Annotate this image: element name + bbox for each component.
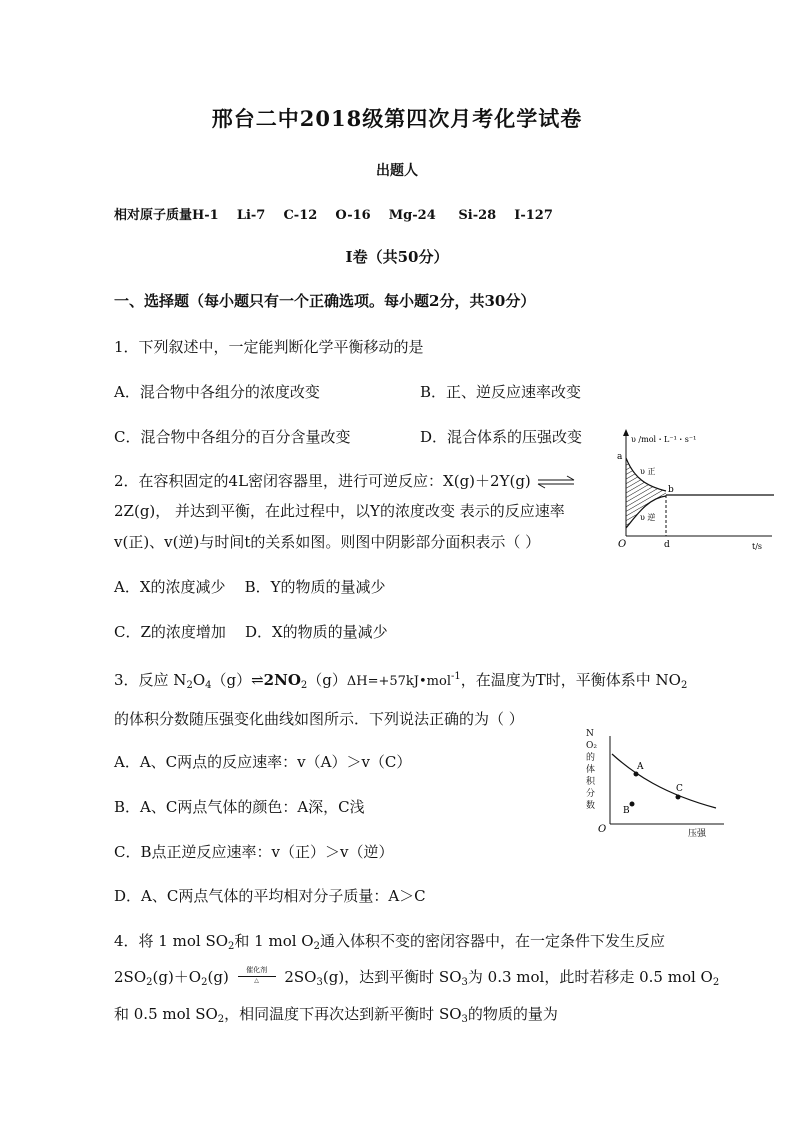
q4-s7: 2 <box>712 977 720 988</box>
q3-sub-no2: 2 <box>300 680 308 691</box>
q3-text-6: ，在温度为T时，平衡体系中 NO <box>460 671 681 689</box>
q4-line1 <box>114 930 665 951</box>
q4-s2: 2 <box>313 941 320 952</box>
q4-s4: 2 <box>201 977 208 988</box>
q3-line1 <box>114 669 687 690</box>
graph3-point-a: A <box>637 762 644 772</box>
q3-sub-o4: 4 <box>205 680 212 691</box>
graph3-ylabel-wrap <box>586 728 602 812</box>
graph3-ylabel: NO₂的体积分数 <box>586 729 597 811</box>
q3-sub-no2b: 2 <box>680 680 688 691</box>
q4-t6: (g) <box>207 968 229 986</box>
q4-t11: ，相同温度下再次达到新平衡时 SO <box>224 1005 462 1023</box>
q4-s3: 2 <box>146 977 153 988</box>
q4-s6: 3 <box>461 977 468 988</box>
q3-text-3: （g）⇌ <box>211 671 264 689</box>
graph-v-reverse: υ 逆 <box>640 513 656 522</box>
rate-time-graph <box>610 428 780 556</box>
q1-option-a: A．混合物中各组分的浓度改变 <box>114 383 320 401</box>
q4-s1: 2 <box>228 941 235 952</box>
q4-line3 <box>114 1003 558 1024</box>
volume-heading: Ⅰ卷（共50分） <box>345 248 449 266</box>
q3-enthalpy: ΔH=+57kJ•mol <box>346 674 451 689</box>
q4-t3: 通入体积不变的密闭容器中，在一定条件下发生反应 <box>319 932 665 950</box>
q4-t10: 和 0.5 mol SO <box>114 1005 218 1023</box>
atomic-masses-text: 相对原子质量H-1 Li-7 C-12 O-16 Mg-24 Si-28 I-127 <box>114 208 553 223</box>
q2-line1 <box>114 470 576 491</box>
equilibrium-arrow-icon <box>536 475 576 489</box>
graph-ylabel: υ /mol・L⁻¹・s⁻¹ <box>631 435 697 444</box>
graph3-origin: O <box>598 824 607 835</box>
q4-s8: 2 <box>217 1014 225 1025</box>
graph3-point-b: B <box>623 806 630 816</box>
y-axis-arrow-icon <box>623 429 629 436</box>
q3-text-2: O <box>192 671 206 689</box>
no2-fraction-graph <box>584 724 734 842</box>
heat-label: △ <box>254 977 259 984</box>
atomic-masses <box>114 204 553 223</box>
q4-line2 <box>114 966 719 987</box>
q2-options-cd: C．Z的浓度增加 D．X的物质的量减少 <box>114 623 388 641</box>
q4-t4: 2SO <box>114 968 147 986</box>
q4-t2: 和 1 mol O <box>234 932 314 950</box>
q4-s9: 3 <box>461 1014 468 1025</box>
exam-title: 邢台二中2018级第四次月考化学试卷 <box>211 106 583 131</box>
catalyst-label: 催化剂 <box>246 966 268 974</box>
q4-s5: 3 <box>316 977 323 988</box>
q1-stem: 1．下列叙述中，一定能判断化学平衡移动的是 <box>114 338 424 356</box>
q3-option-d: D．A、C两点气体的平均相对分子质量：A＞C <box>114 887 426 905</box>
q4-t9: 为 0.3 mol，此时若移走 0.5 mol O <box>467 968 713 986</box>
q3-sub-n2: 2 <box>186 680 193 691</box>
q2-line2: 2Z(g)， 并达到平衡，在此过程中，以Y的浓度改变 表示的反应速率 <box>114 502 565 520</box>
graph-label-a: a <box>617 452 623 462</box>
graph3-xlabel: 压强 <box>688 829 707 839</box>
q1-option-c: C．混合物中各组分的百分含量改变 <box>114 428 351 446</box>
graph-xlabel: t/s <box>752 542 763 551</box>
graph-label-b: b <box>668 485 674 495</box>
point-b-dot <box>630 802 635 807</box>
q4-t5: (g)＋O <box>152 968 202 986</box>
point-a-dot <box>634 772 639 777</box>
q3-sup: -1 <box>451 671 461 682</box>
q3-line2: 的体积分数随压强变化曲线如图所示．下列说法正确的为（ ） <box>114 710 524 728</box>
q3-text-5: （g） <box>307 671 347 689</box>
equilibrium-curve <box>612 754 716 808</box>
point-c-dot <box>676 795 681 800</box>
q3-text-4: 2NO <box>263 671 301 689</box>
section-heading: 一、选择题（每小题只有一个正确选项。每小题2分，共30分） <box>114 292 536 310</box>
q4-t7: 2SO <box>284 968 317 986</box>
graph-v-forward: υ 正 <box>640 467 656 476</box>
q2-line3: v(正)、v(逆)与时间t的关系如图。则图中阴影部分面积表示（ ） <box>114 533 541 551</box>
graph-origin: O <box>618 539 627 550</box>
catalyst-arrow <box>236 966 278 985</box>
q3-option-c: C．B点正逆反应速率：v（正）＞v（逆） <box>114 843 394 861</box>
q4-t1: 4．将 1 mol SO <box>114 932 229 950</box>
q4-t12: 的物质的量为 <box>467 1005 558 1023</box>
q2-line1-text: 2．在容积固定的4L密闭容器里，进行可逆反应：X(g)＋2Y(g) <box>114 472 531 490</box>
q3-text-1: 3．反应 N <box>114 671 187 689</box>
question-setter: 出题人 <box>376 163 418 179</box>
q2-options-ab: A．X的浓度减少 B．Y的物质的量减少 <box>114 578 386 596</box>
q3-option-a: A．A、C两点的反应速率：v（A）＞v（C） <box>114 753 412 771</box>
q4-t8: (g)，达到平衡时 SO <box>322 968 462 986</box>
graph3-point-c: C <box>676 784 683 794</box>
q3-option-b: B．A、C两点气体的颜色：A深，C浅 <box>114 798 365 816</box>
q1-option-b: B．正、逆反应速率改变 <box>420 383 582 401</box>
q1-option-d: D．混合体系的压强改变 <box>420 428 583 446</box>
graph-label-d: d <box>664 540 670 550</box>
